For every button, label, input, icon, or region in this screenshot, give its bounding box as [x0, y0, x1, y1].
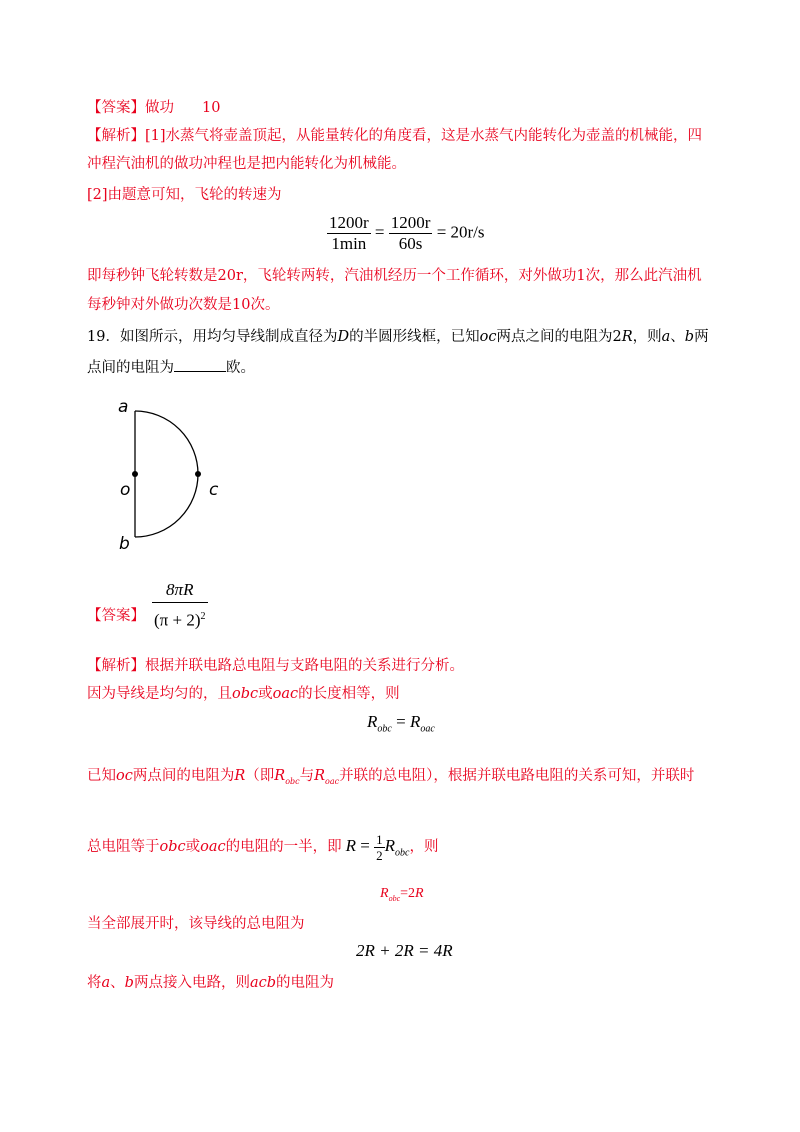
analysis19-eq3 — [380, 886, 424, 903]
analysis-text: 的长度相等，则 — [298, 686, 400, 702]
var-acb: acb — [249, 975, 277, 991]
analysis-label: 【解析】 — [87, 658, 145, 674]
var-oc: oc — [479, 329, 497, 345]
analysis18-line2: 冲程汽油机的做功冲程也是把内能转化为机械能。 — [87, 156, 406, 172]
subscript: obc — [285, 776, 300, 786]
fraction-numerator: 8πR — [152, 580, 208, 603]
var-obc: obc — [232, 686, 259, 702]
resistance-equality — [367, 712, 435, 734]
var-R: R — [621, 329, 633, 345]
equation-text: =2 — [400, 886, 416, 901]
analysis-text: 的电阻的一半，即 — [225, 839, 342, 855]
var-a: a — [101, 975, 111, 991]
fraction-half — [374, 832, 385, 863]
label-a: a — [118, 397, 129, 417]
analysis-text: 并联的总电阻），根据并联电路电阻的关系可知，并联时 — [339, 768, 695, 784]
separator: 、 — [670, 329, 685, 345]
question-number: 19． — [87, 329, 120, 345]
question19-line2 — [87, 357, 255, 378]
analysis-text: （即 — [245, 768, 275, 784]
var-R: R — [415, 886, 424, 901]
fraction-denominator: 60s — [398, 234, 423, 253]
arc-line — [135, 411, 198, 537]
question-text: ，则 — [632, 329, 662, 345]
subscript: oac — [420, 723, 435, 735]
point-c — [195, 471, 201, 477]
analysis19-line6 — [87, 973, 334, 993]
semicircle-figure — [110, 395, 230, 555]
separator: 、 — [110, 975, 125, 991]
answer-label: 【答案】 — [87, 100, 145, 116]
subscript: oac — [325, 776, 340, 786]
var-R: R — [345, 836, 357, 855]
fraction-denominator: 2 — [376, 847, 383, 863]
half-equation — [345, 831, 410, 863]
analysis-text: 两点接入电路，则 — [133, 975, 250, 991]
exponent: 2 — [200, 611, 206, 622]
question-text: 如图所示，用均匀导线制成直径为 — [119, 329, 338, 345]
analysis19-line1 — [87, 656, 464, 676]
var-R: R — [274, 768, 286, 784]
answer18-line — [87, 98, 220, 118]
var-oc: oc — [116, 768, 133, 784]
answer19-label: 【答案】 — [87, 608, 145, 624]
analysis-text: [1]水蒸气将壶盖顶起，从能量转化的角度看，这是水蒸气内能转化为壶盖的机械能，四 — [145, 128, 703, 144]
analysis18-line4: 即每秒钟飞轮转数是20r，飞轮转两转，汽油机经历一个工作循环，对外做功1次，那么此汽油机 — [87, 268, 702, 284]
equals-sign: = — [396, 712, 406, 731]
var-R: R — [234, 768, 246, 784]
analysis-text: 将 — [87, 975, 102, 991]
analysis-text: 已知 — [87, 768, 116, 784]
var-oac: oac — [200, 839, 226, 855]
analysis19-line3 — [87, 766, 694, 792]
answer-value-2: 10 — [202, 100, 221, 116]
analysis-label: 【解析】 — [87, 128, 145, 144]
analysis-text: 因为导线是均匀的，且 — [87, 686, 232, 702]
label-b: b — [119, 534, 130, 554]
answer-blank — [174, 357, 226, 372]
var-b: b — [124, 975, 134, 991]
denominator-base: (π + 2) — [154, 610, 201, 630]
var-obc: obc — [159, 839, 186, 855]
var-R: R — [314, 768, 326, 784]
var-R: R — [380, 886, 389, 901]
analysis-text: 或 — [185, 839, 201, 855]
subscript: obc — [377, 723, 392, 735]
label-c: c — [209, 480, 219, 500]
equals-sign: = — [374, 222, 385, 242]
fraction-numerator: 1 — [376, 831, 383, 847]
analysis-text: 与 — [299, 768, 315, 784]
question-text: 两点之间的电阻为2 — [496, 329, 622, 345]
var-D: D — [337, 329, 350, 345]
analysis19-line4 — [87, 823, 438, 876]
question-text: 的半圆形线框，已知 — [349, 329, 480, 345]
question19-line1 — [87, 327, 709, 347]
analysis19-line2 — [87, 684, 400, 704]
var-R: R — [367, 712, 378, 731]
fraction-2 — [389, 213, 433, 254]
analysis-text: 总电阻等于 — [87, 839, 160, 855]
subscript: obc — [388, 893, 401, 903]
label-o: o — [120, 480, 131, 500]
analysis-text: 或 — [258, 686, 273, 702]
fraction-denominator — [152, 603, 208, 631]
var-b: b — [684, 329, 695, 345]
point-o — [132, 471, 138, 477]
analysis18-line3: [2]由题意可知，飞轮的转速为 — [87, 187, 282, 203]
question-text: 点间的电阻为 — [87, 360, 174, 376]
equals-sign: = — [360, 836, 370, 855]
analysis18-line1 — [87, 126, 702, 146]
total-resistance-equation: 2R + 2R = 4R — [356, 941, 453, 960]
fraction-numerator: 1200r — [390, 213, 431, 232]
var-oac: oac — [272, 686, 299, 702]
analysis-text: 两点间的电阻为 — [132, 768, 235, 784]
analysis-text: 根据并联电路总电阻与支路电阻的关系进行分析。 — [145, 658, 464, 674]
answer-value: 做功 — [145, 100, 174, 116]
fraction-denominator: 1min — [331, 234, 367, 253]
answer19-fraction — [152, 580, 208, 631]
analysis-text: ，则 — [409, 839, 439, 855]
var-R: R — [409, 712, 421, 731]
fraction-numerator: 1200r — [329, 213, 369, 232]
equation-result: = 20r/s — [436, 222, 485, 242]
var-a: a — [661, 329, 671, 345]
question-text: 两 — [694, 329, 709, 345]
var-R: R — [384, 836, 396, 855]
subscript: obc — [395, 847, 410, 859]
question-text: 欧。 — [226, 360, 255, 376]
analysis19-line5: 当全部展开时，该导线的总电阻为 — [87, 916, 305, 932]
analysis-text: 的电阻为 — [276, 975, 335, 991]
analysis18-line5: 每秒钟对外做功次数是10次。 — [87, 297, 280, 313]
fraction — [152, 580, 208, 631]
rpm-equation — [327, 213, 485, 254]
fraction-1 — [327, 213, 371, 254]
